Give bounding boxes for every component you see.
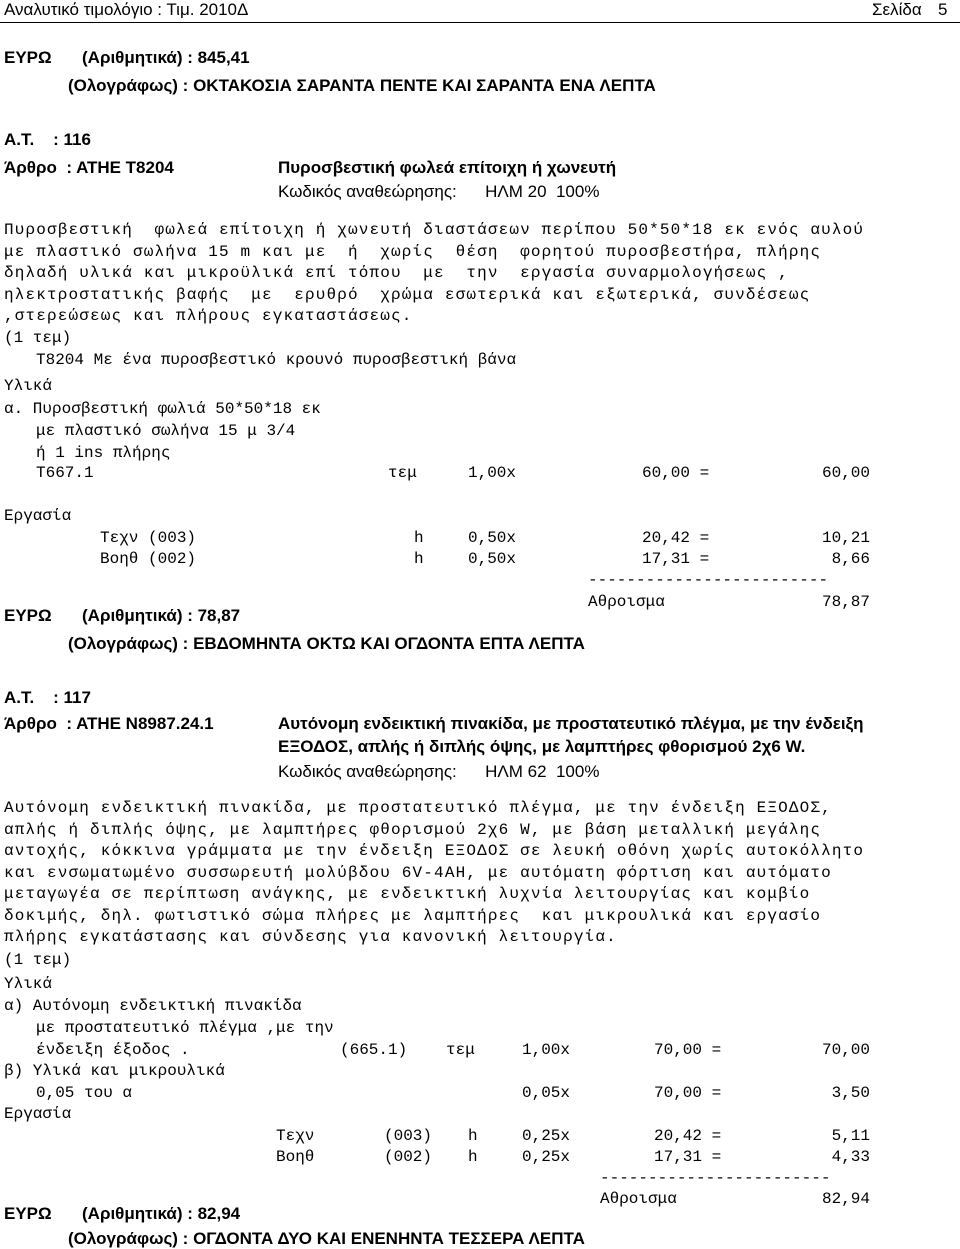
description-line: απλής ή διπλής όψης, με λαμπτήρες φθορισμού 2χ6 W, με βάση μεταλλική μεγάλης [4, 820, 822, 839]
item-number: Α.Τ. : 117 [4, 688, 91, 707]
amount-numeric: (Αριθμητικά) : 845,41 [82, 48, 250, 67]
material-line: α) Αυτόνομη ενδεικτική πινακίδα [4, 997, 302, 1015]
materials-heading: Υλικά [4, 377, 53, 395]
item-title: Αυτόνομη ενδεικτική πινακίδα, με προστατευτικό πλέγμα, με την ένδειξη [278, 714, 864, 733]
labor-code: (003) [384, 1127, 433, 1145]
labor-unit: h [414, 529, 424, 547]
material-line: 0,05 του α [36, 1084, 133, 1102]
page-label: Σελίδα [872, 0, 922, 19]
labor-qty: 0,50x [468, 529, 517, 547]
currency-label: ΕΥΡΩ [4, 606, 52, 625]
labor-unit: h [414, 550, 424, 568]
material-qty: 1,00x [468, 464, 517, 482]
amount-words: (Ολογράφως) : ΟΚΤΑΚΟΣΙΑ ΣΑΡΑΝΤΑ ΠΕΝΤΕ ΚΑΙ ΣΑΡΑΝΤΑ ΕΝΑ ΛΕΠΤΑ [68, 76, 656, 95]
description-line: μεταγωγέα σε περίπτωση ανάγκης, με ενδεικτική λυχνία λειτουργίας και κομβίο [4, 885, 811, 903]
labor-name: Τεχν [276, 1127, 315, 1145]
material-qty: 0,05x [522, 1084, 571, 1102]
description-line: με πλαστικό σωλήνα 15 m και με ή χωρίς θέση φορητού πυροσβεστήρα, πλήρης [4, 242, 822, 261]
material-total: 70,00 [821, 1041, 870, 1059]
material-code: Τ667.1 [36, 464, 94, 482]
labor-qty: 0,25x [522, 1127, 571, 1145]
material-line: ένδειξη έξοδος . [36, 1041, 190, 1059]
labor-name: Τεχν (003) [100, 529, 197, 547]
material-qty: 1,00x [522, 1041, 571, 1059]
description-line: αντοχής, κόκκινα γράμματα με την ένδειξη ΕΞΟΔΟΣ σε λευκή οθόνη χωρίς αυτοκόλλητο [4, 842, 865, 860]
material-unit: τεμ [388, 464, 417, 482]
sum-label: Αθροισμα [600, 1190, 677, 1208]
material-price: 60,00 = [642, 464, 710, 482]
material-total: 3,50 [831, 1084, 870, 1102]
labor-total: 8,66 [831, 550, 870, 568]
labor-heading: Εργασία [4, 507, 72, 525]
labor-qty: 0,50x [468, 550, 517, 568]
article-code: Άρθρο : ΑΤΗΕ Τ8204 [4, 158, 174, 177]
amount-numeric: (Αριθμητικά) : 82,94 [82, 1204, 241, 1223]
revision-code: Κωδικός αναθεώρησης: ΗΛΜ 62 100% [278, 762, 600, 781]
revision-code: Κωδικός αναθεώρησης: ΗΛΜ 20 100% [278, 182, 600, 201]
labor-total: 10,21 [821, 529, 870, 547]
article-code: Άρθρο : ΑΤΗΕ Ν8987.24.1 [4, 714, 214, 733]
currency-label: ΕΥΡΩ [4, 48, 52, 67]
material-line: ή 1 ins πλήρης [36, 444, 171, 462]
labor-price: 20,42 = [654, 1127, 722, 1145]
material-unit: τεμ [446, 1041, 475, 1059]
materials-heading: Υλικά [4, 975, 53, 993]
sum-value: 82,94 [821, 1190, 870, 1208]
description-line: δοκιμής, δηλ. φωτιστικό σώμα πλήρες με λαμπτήρες και μικρουλικά και εργασίο [4, 906, 822, 925]
amount-words: (Ολογράφως) : ΟΓΔΟΝΤΑ ΔΥΟ ΚΑΙ ΕΝΕΝΗΝΤΑ ΤΕΣΣΕΡΑ ΛΕΠΤΑ [68, 1229, 585, 1248]
labor-name: Βοηθ (002) [100, 550, 197, 568]
description-line: Αυτόνομη ενδεικτική πινακίδα, με προστατευτικό πλέγμα, με την ένδειξη ΕΞΟΔΟΣ, [4, 799, 832, 817]
description-line: και ενσωματωμένο συσσωρευτή μολύβδου 6V-4AH, με αυτόματη φόρτιση και αυτόματο [4, 863, 832, 882]
labor-price: 17,31 = [642, 550, 710, 568]
amount-words: (Ολογράφως) : ΕΒΔΟΜΗΝΤΑ ΟΚΤΩ ΚΑΙ ΟΓΔΟΝΤΑ ΕΠΤΑ ΛΕΠΤΑ [68, 634, 585, 653]
unit-label: (1 τεμ) [4, 329, 72, 347]
material-total: 60,00 [821, 464, 870, 482]
description-line: πλήρης εγκατάστασης και σύνδεσης για κανονική λειτουργία. [4, 928, 617, 946]
labor-code: (002) [384, 1148, 433, 1166]
sum-value: 78,87 [821, 593, 870, 611]
material-line: με προστατευτικό πλέγμα ,με την [36, 1019, 334, 1037]
description-line: ,στερεώσεως και πλήρους εγκαταστάσεως. [4, 307, 413, 325]
labor-price: 20,42 = [642, 529, 710, 547]
description-line: δηλαδή υλικά και μικροϋλικά επί τόπου με την εργασία συναρμολογήσεως , [4, 264, 789, 282]
labor-unit: h [468, 1127, 478, 1145]
material-code: (665.1) [340, 1041, 408, 1059]
header-rule [0, 22, 960, 23]
labor-total: 5,11 [831, 1127, 870, 1145]
material-line: με πλαστικό σωλήνα 15 μ 3/4 [36, 422, 296, 440]
labor-qty: 0,25x [522, 1148, 571, 1166]
description-line: ηλεκτροστατικής βαφής με ερυθρό χρώμα εσωτερικά και εξωτερικά, συνδέσεως [4, 285, 811, 304]
material-price: 70,00 = [654, 1041, 722, 1059]
labor-unit: h [468, 1148, 478, 1166]
description-line: Πυροσβεστική φωλεά επίτοιχη ή χωνευτή διαστάσεων περίπου 50*50*18 εκ ενός αυλού [4, 221, 865, 239]
labor-name: Βοηθ [276, 1148, 315, 1166]
material-price: 70,00 = [654, 1084, 722, 1102]
item-title-cont: ΕΞΟΔΟΣ, απλής ή διπλής όψης, με λαμπτήρες φθορισμού 2χ6 W. [278, 737, 806, 756]
labor-price: 17,31 = [654, 1148, 722, 1166]
labor-heading: Εργασία [4, 1105, 72, 1123]
currency-label: ΕΥΡΩ [4, 1204, 52, 1223]
dash-separator: ------------------------- [588, 571, 829, 589]
item-subtitle: Τ8204 Με ένα πυροσβεστικό κρουνό πυροσβεστική βάνα [36, 351, 517, 369]
doc-title: Αναλυτικό τιμολόγιο : Τιμ. 2010Δ [4, 0, 249, 19]
page-number: 5 [938, 0, 948, 19]
sum-label: Αθροισμα [588, 593, 665, 611]
labor-total: 4,33 [831, 1148, 870, 1166]
dash-separator: ------------------------ [600, 1169, 831, 1187]
unit-label: (1 τεμ) [4, 951, 72, 969]
material-line: α. Πυροσβεστική φωλιά 50*50*18 εκ [4, 400, 321, 418]
amount-numeric: (Αριθμητικά) : 78,87 [82, 606, 241, 625]
item-number: Α.Τ. : 116 [4, 130, 91, 149]
material-line: β) Υλικά και μικρουλικά [4, 1062, 225, 1080]
item-title: Πυροσβεστική φωλεά επίτοιχη ή χωνευτή [278, 158, 617, 177]
